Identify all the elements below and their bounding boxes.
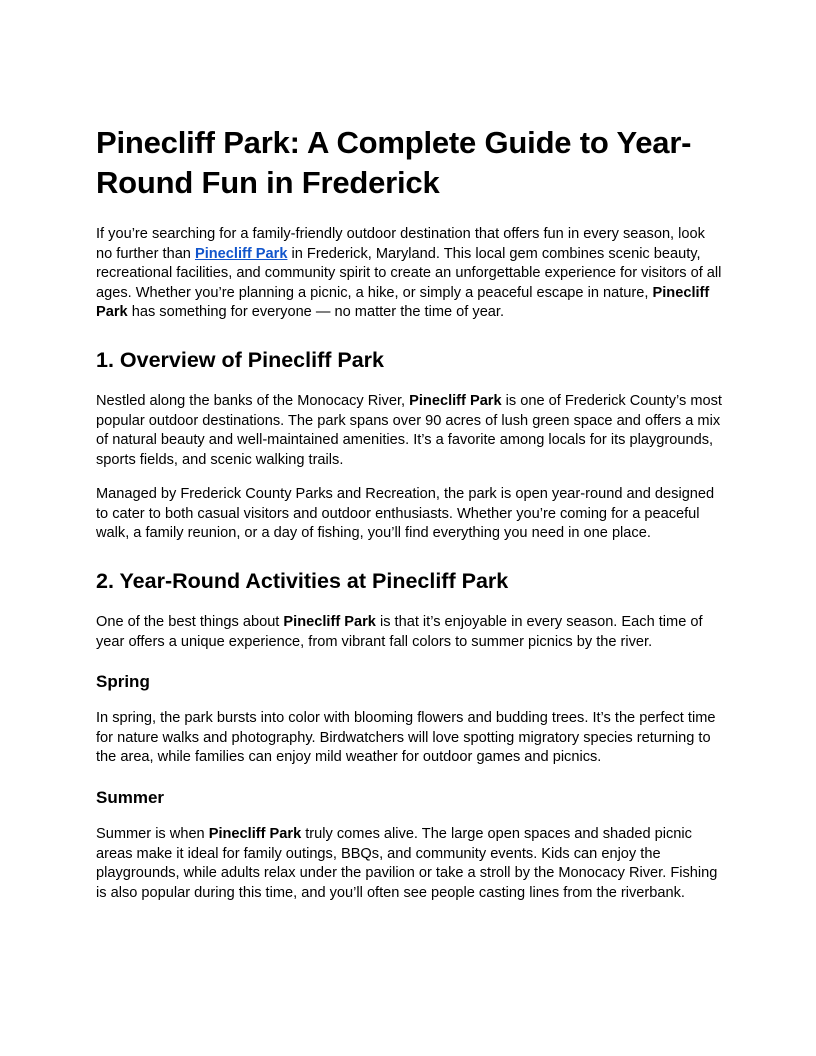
intro-text-2: in Frederick, Maryland. This local gem combines scenic beauty, recreational facilities, and community spirit to create an unforgettable experience for visitors of all ages. Whether you’re planning a picnic, a hike, or simply a peaceful escape in nature,	[96, 245, 722, 301]
summer-text-1: Summer is when	[96, 826, 209, 842]
section1-paragraph-2: Managed by Frederick County Parks and Recreation, the park is open year-round and designed to cater to both casual visitors and outdoor enthusiasts. Whether you’re coming for a peaceful walk, a family reunion, or a day of fishing, you’ll find everything you need in one place.	[96, 486, 715, 541]
section1-p1-bold-park: Pinecliff Park	[409, 393, 502, 409]
summer-text-2: truly comes alive. The large open spaces and shaded picnic areas make it ideal for family outings, BBQs, and community events. Kids can enjoy the playgrounds, while adults relax under the pavilion or take a stroll by the Monocacy River. Fishing is also popular during this time, and you’ll often see people casting lines from the riverbank.	[96, 826, 718, 901]
spring-heading: Spring	[96, 672, 150, 691]
intro-text-3: has something for everyone — no matter the time of year.	[127, 304, 505, 320]
intro-paragraph	[96, 225, 722, 323]
section1-p1-text-2: is one of Frederick County’s most popular outdoor destinations. The park spans over 90 acres of lush green space and offers a mix of natural beauty and well-maintained amenities. It’s a favorite among locals for its playgrounds, sports fields, and scenic walking trails.	[96, 393, 722, 468]
section2-p1-bold-park: Pinecliff Park	[283, 614, 376, 630]
summer-paragraph	[96, 825, 722, 903]
section1-heading: 1. Overview of Pinecliff Park	[96, 348, 384, 372]
section2-heading: 2. Year-Round Activities at Pinecliff Park	[96, 569, 509, 593]
section2-p1-text-1: One of the best things about	[96, 614, 284, 630]
pinecliff-park-link[interactable]: Pinecliff Park	[194, 245, 288, 262]
page-title: Pinecliff Park: A Complete Guide to Year-Round Fun in Frederick	[96, 125, 692, 200]
section2-p1-text-2: is that it’s enjoyable in every season. Each time of year offers a unique experience, from vibrant fall colors to summer picnics by the river.	[96, 614, 703, 650]
section2-paragraph-1	[96, 613, 722, 652]
section1-paragraph-1	[96, 392, 722, 470]
section1-p1-text-1: Nestled along the banks of the Monocacy River,	[96, 393, 410, 409]
summer-heading: Summer	[96, 788, 165, 807]
intro-text-1: If you’re searching for a family-friendly outdoor destination that offers fun in every season, look no further than	[96, 226, 705, 262]
intro-bold-park: Pinecliff Park	[96, 284, 710, 320]
spring-paragraph: In spring, the park bursts into color with blooming flowers and budding trees. It’s the perfect time for nature walks and photography. Birdwatchers will love spotting migratory species returning to the area, while families can enjoy mild weather for outdoor games and picnics.	[96, 710, 716, 765]
summer-bold-park: Pinecliff Park	[208, 826, 302, 842]
